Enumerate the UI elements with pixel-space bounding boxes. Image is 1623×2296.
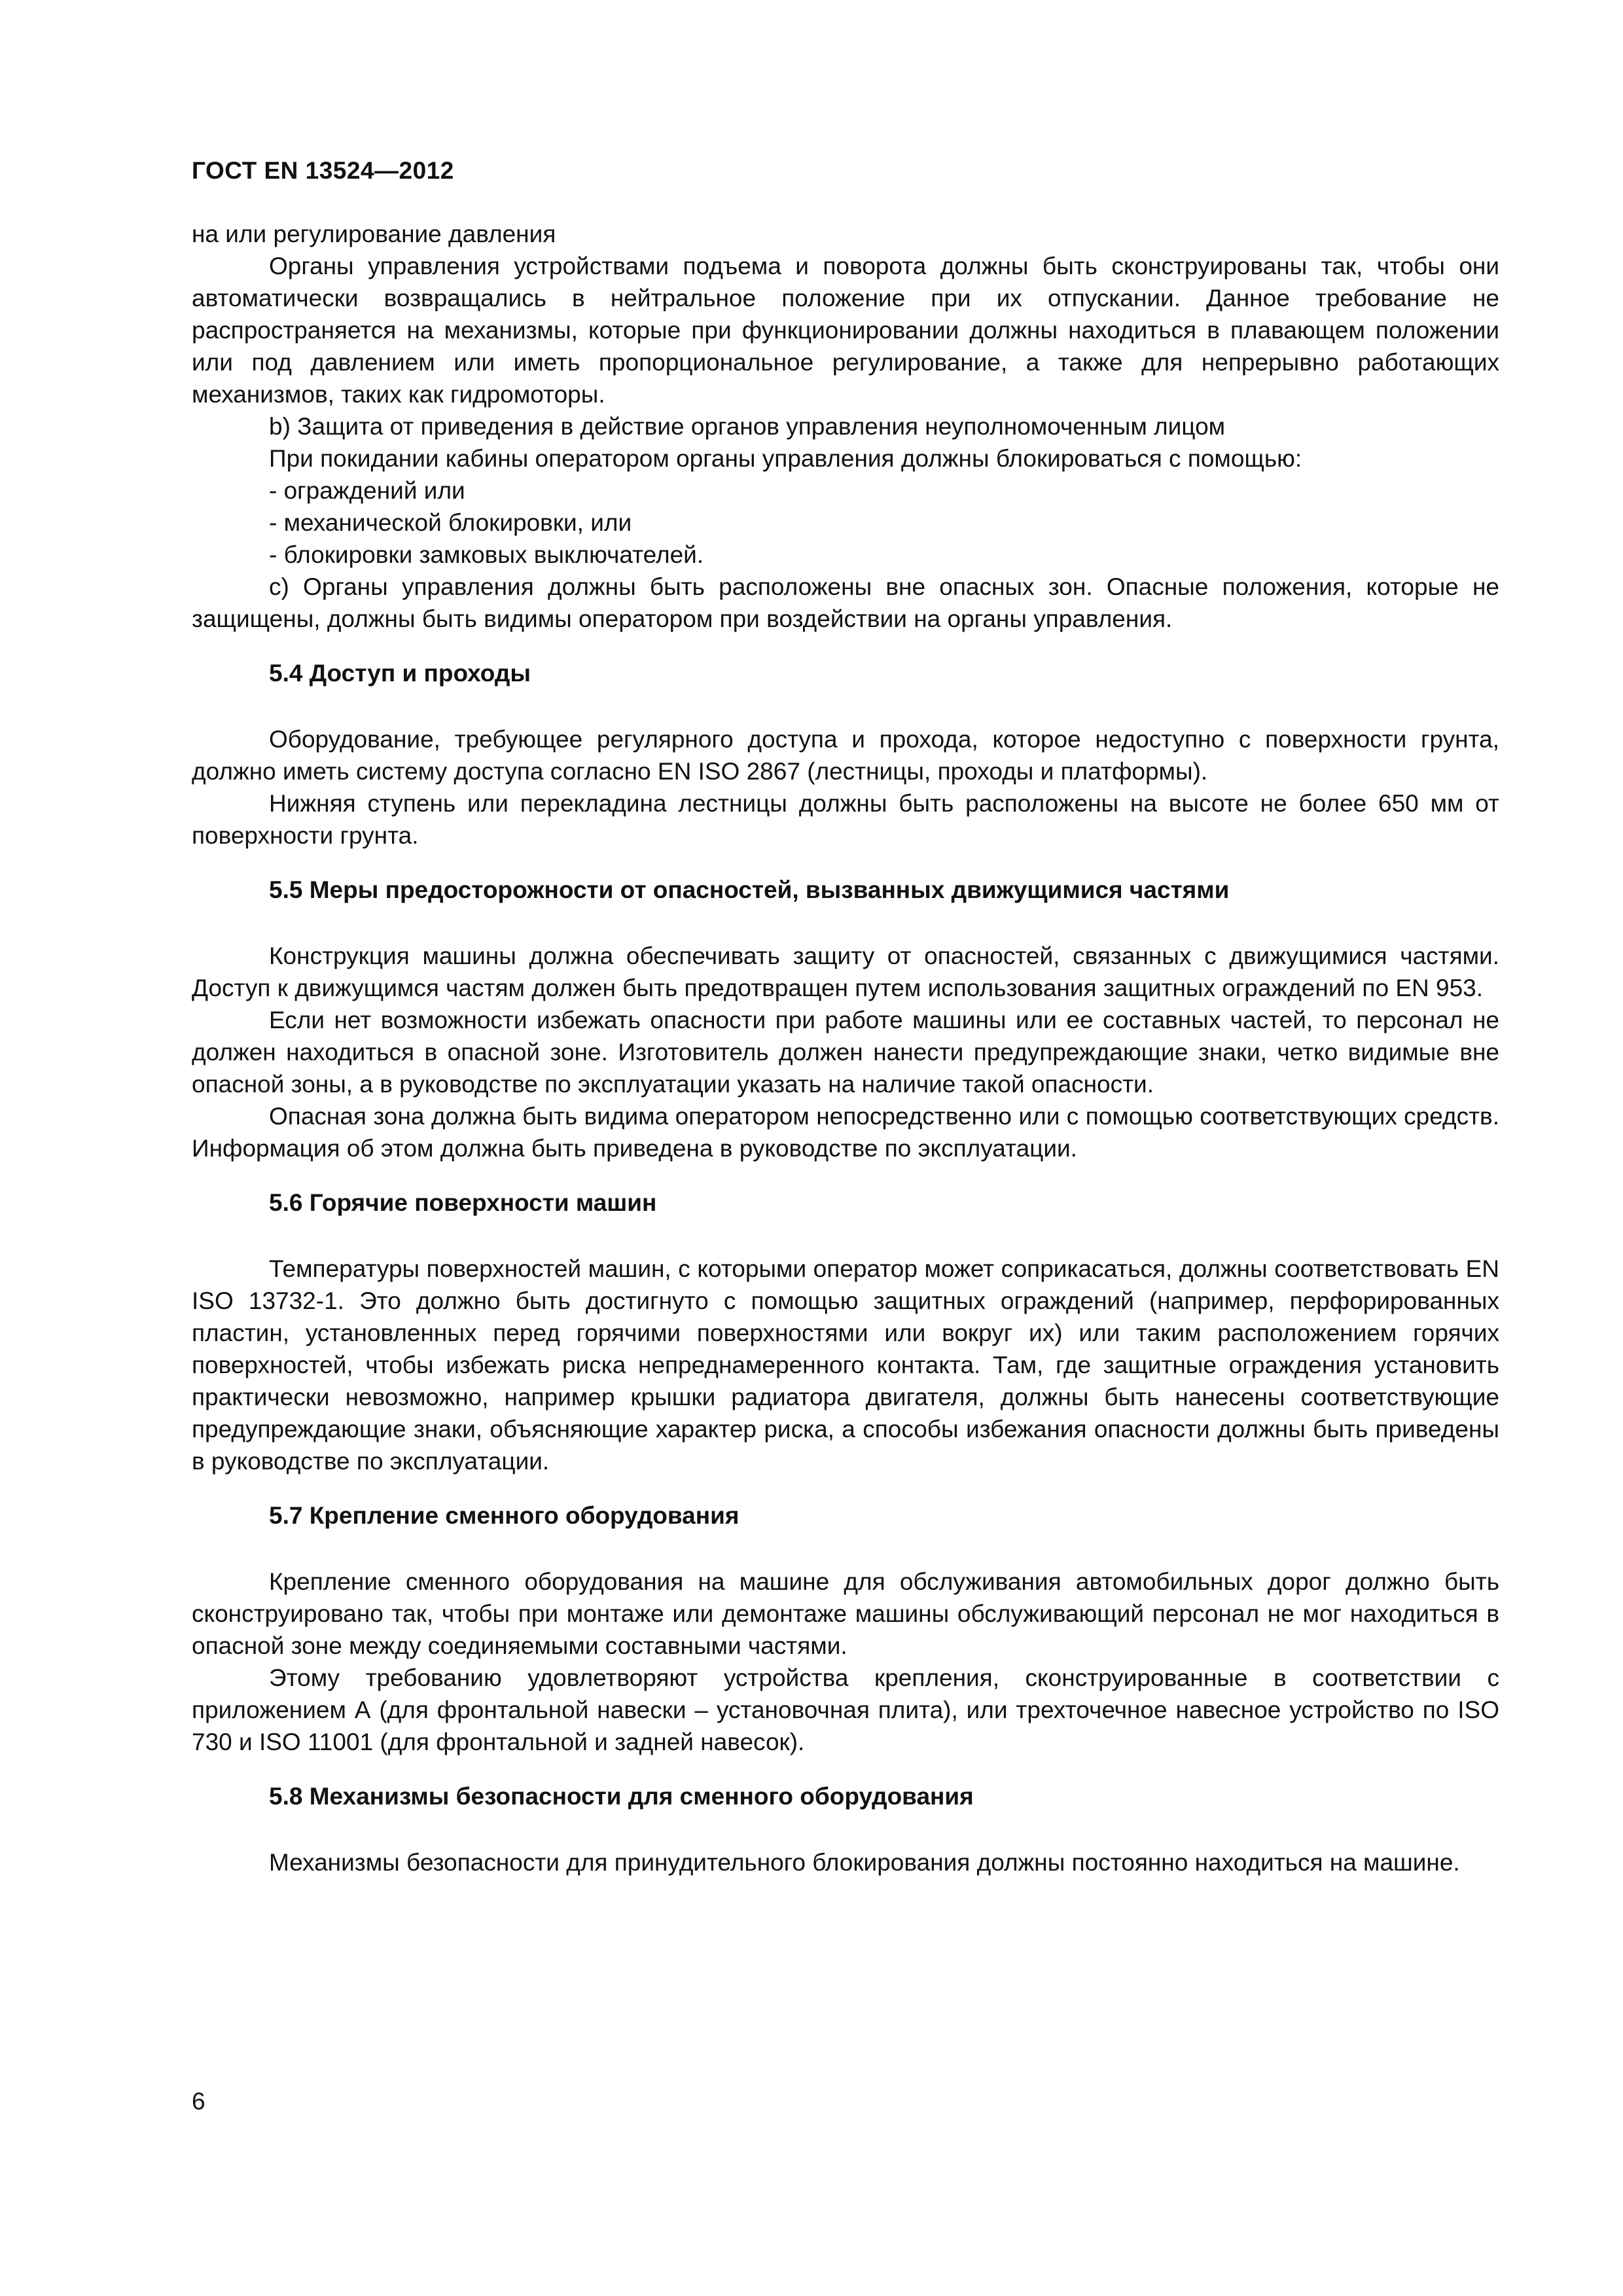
- item-b-unauthorized: b) Защита от приведения в действие органов управления неуполномоченным лицом: [269, 413, 1226, 440]
- paragraph-5-8-safety: Механизмы безопасности для принудительного блокирования должны постоянно находиться на машине.: [269, 1849, 1460, 1876]
- paragraph-controls-lifting: Органы управления устройствами подъема и поворота должны быть сконструированы так, чтобы они автоматически возвращались в нейтральное положение при их отпускании. Данное требование не распространяется на механизмы, которые при функционировании должны находиться в плавающем положении или под давлением или иметь пропорциональное регулирование, а также для непрерывно работающих механизмов, таких как гидромоторы.: [192, 253, 1499, 408]
- list-item-mechanical-lock: - механической блокировки, или: [269, 509, 632, 536]
- paragraph-5-7-devices: Этому требованию удовлетворяют устройства крепления, сконструированные в соответствии с приложением А (для фронтальной навески – установочная плита), или трехточечное навесное устройство по ISO 730 и ISO 11001 (для фронтальной и задней навесок).: [192, 1664, 1499, 1755]
- paragraph-5-5-visibility: Опасная зона должна быть видима оператором непосредственно или с помощью соответствующих средств. Информация об этом должна быть приведена в руководстве по эксплуатации.: [192, 1103, 1499, 1162]
- paragraph-continued: на или регулирование давления: [192, 221, 556, 247]
- paragraph-5-7-attachment: Крепление сменного оборудования на машине для обслуживания автомобильных дорог должно быть сконструировано так, чтобы при монтаже или демонтаже машины обслуживающий персонал не мог находиться в опасной зоне между соединяемыми составными частями.: [192, 1568, 1499, 1659]
- document-body: [192, 218, 1499, 1878]
- list-item-guards: - ограждений или: [269, 477, 465, 504]
- section-heading-5-5: 5.5 Меры предосторожности от опасностей, вызванных движущимися частями: [269, 876, 1230, 903]
- paragraph-5-5-construction: Конструкция машины должна обеспечивать защиту от опасностей, связанных с движущимися частями. Доступ к движущимся частям должен быть предотвращен путем использования защитных ограждений по EN 953.: [192, 942, 1499, 1001]
- document-header: ГОСТ EN 13524—2012: [192, 157, 454, 184]
- paragraph-5-5-personnel: Если нет возможности избежать опасности при работе машины или ее составных частей, то персонал не должен находиться в опасной зоне. Изготовитель должен нанести предупреждающие знаки, четко видимые вне опасной зоны, а в руководстве по эксплуатации указать на наличие такой опасности.: [192, 1007, 1499, 1098]
- paragraph-5-4-access: Оборудование, требующее регулярного доступа и прохода, которое недоступно с поверхности грунта, должно иметь систему доступа согласно EN ISO 2867 (лестницы, проходы и платформы).: [192, 726, 1499, 785]
- section-heading-5-8: 5.8 Механизмы безопасности для сменного оборудования: [269, 1783, 974, 1810]
- paragraph-5-4-step: Нижняя ступень или перекладина лестницы должны быть расположены на высоте не более 650 мм от поверхности грунта.: [192, 790, 1499, 849]
- item-c-danger-zones: c) Органы управления должны быть расположены вне опасных зон. Опасные положения, которые не защищены, должны быть видимы оператором при воздействии на органы управления.: [192, 573, 1499, 632]
- list-item-key-switch: - блокировки замковых выключателей.: [269, 541, 704, 568]
- paragraph-cabin-leave: При покидании кабины оператором органы управления должны блокироваться с помощью:: [269, 445, 1302, 472]
- page-number: 6: [192, 2088, 205, 2115]
- section-heading-5-6: 5.6 Горячие поверхности машин: [269, 1189, 657, 1216]
- section-heading-5-7: 5.7 Крепление сменного оборудования: [269, 1502, 740, 1529]
- paragraph-5-6-temperatures: Температуры поверхностей машин, с которыми оператор может соприкасаться, должны соответствовать EN ISO 13732-1. Это должно быть достигнуто с помощью защитных ограждений (например, перфорированных пластин, установленных перед горячими поверхностями или вокруг их) или таким расположением горячих поверхностей, чтобы избежать риска непреднамеренного контакта. Там, где защитные ограждения установить практически невозможно, например крышки радиатора двигателя, должны быть нанесены соответствующие предупреждающие знаки, объясняющие характер риска, а способы избежания опасности должны быть приведены в руководстве по эксплуатации.: [192, 1255, 1499, 1475]
- section-heading-5-4: 5.4 Доступ и проходы: [269, 660, 531, 687]
